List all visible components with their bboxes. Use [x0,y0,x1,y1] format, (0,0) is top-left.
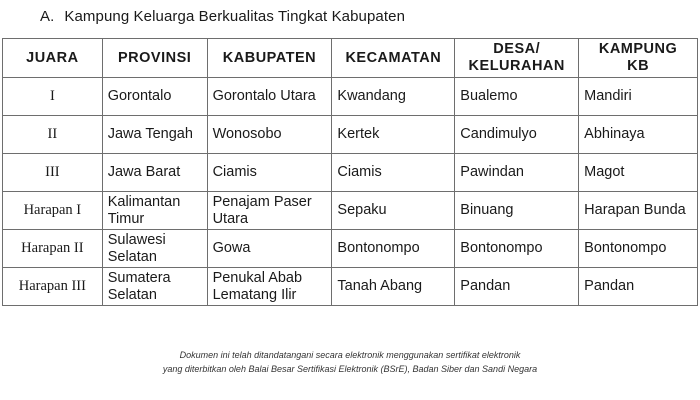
cell-juara: I [3,78,103,116]
cell-desa: Candimulyo [455,116,579,154]
cell-juara: Harapan II [3,230,103,268]
table-header-row [3,39,698,78]
table-row [3,116,698,154]
table-row [3,154,698,192]
e-signature-line2: yang diterbitkan oleh Balai Besar Sertifikasi Elektronik (BSrE), Badan Siber dan Sandi Negara [162,364,538,374]
cell-desa: Bualemo [455,78,579,116]
winners-table [2,38,698,306]
cell-kabupaten: Penukal Abab Lematang Ilir [207,268,332,306]
e-signature-note [0,348,700,376]
cell-kecamatan: Ciamis [332,154,455,192]
section-title: Kampung Keluarga Berkualitas Tingkat Kabupaten [64,8,406,25]
cell-kampung: Harapan Bunda [579,192,698,230]
cell-kampung: Mandiri [579,78,698,116]
header-desa-line1: DESA/ [493,41,541,57]
cell-kampung: Pandan [579,268,698,306]
cell-juara: III [3,154,103,192]
table-row [3,268,698,306]
cell-juara: II [3,116,103,154]
cell-kampung: Bontonompo [579,230,698,268]
cell-kabupaten: Penajam Paser Utara [207,192,332,230]
header-desa [455,39,579,78]
table-row [3,192,698,230]
section-heading [40,8,405,25]
cell-kabupaten: Ciamis [207,154,332,192]
cell-juara: Harapan I [3,192,103,230]
cell-provinsi: Kalimantan Timur [102,192,207,230]
cell-desa: Bontonompo [455,230,579,268]
header-kampung [579,39,698,78]
cell-provinsi: Gorontalo [102,78,207,116]
cell-kecamatan: Kwandang [332,78,455,116]
header-juara: JUARA [3,39,103,78]
cell-provinsi: Jawa Tengah [102,116,207,154]
cell-kecamatan: Bontonompo [332,230,455,268]
cell-kampung: Magot [579,154,698,192]
cell-kecamatan: Kertek [332,116,455,154]
section-letter: A. [40,8,55,25]
cell-desa: Pawindan [455,154,579,192]
cell-kampung: Abhinaya [579,116,698,154]
cell-provinsi: Jawa Barat [102,154,207,192]
header-provinsi: PROVINSI [102,39,207,78]
cell-provinsi: Sumatera Selatan [102,268,207,306]
cell-kecamatan: Sepaku [332,192,455,230]
header-desa-line2: KELURAHAN [468,58,565,74]
cell-desa: Pandan [455,268,579,306]
cell-kecamatan: Tanah Abang [332,268,455,306]
table-row [3,230,698,268]
cell-juara: Harapan III [3,268,103,306]
cell-provinsi: Sulawesi Selatan [102,230,207,268]
header-kampung-line2: KB [627,58,650,74]
header-kampung-line1: KAMPUNG [598,41,678,57]
table-row [3,78,698,116]
cell-kabupaten: Gowa [207,230,332,268]
header-kabupaten: KABUPATEN [207,39,332,78]
cell-kabupaten: Gorontalo Utara [207,78,332,116]
cell-desa: Binuang [455,192,579,230]
cell-kabupaten: Wonosobo [207,116,332,154]
e-signature-line1: Dokumen ini telah ditandatangani secara elektronik menggunakan sertifikat elektronik [179,350,521,360]
header-kecamatan: KECAMATAN [332,39,455,78]
